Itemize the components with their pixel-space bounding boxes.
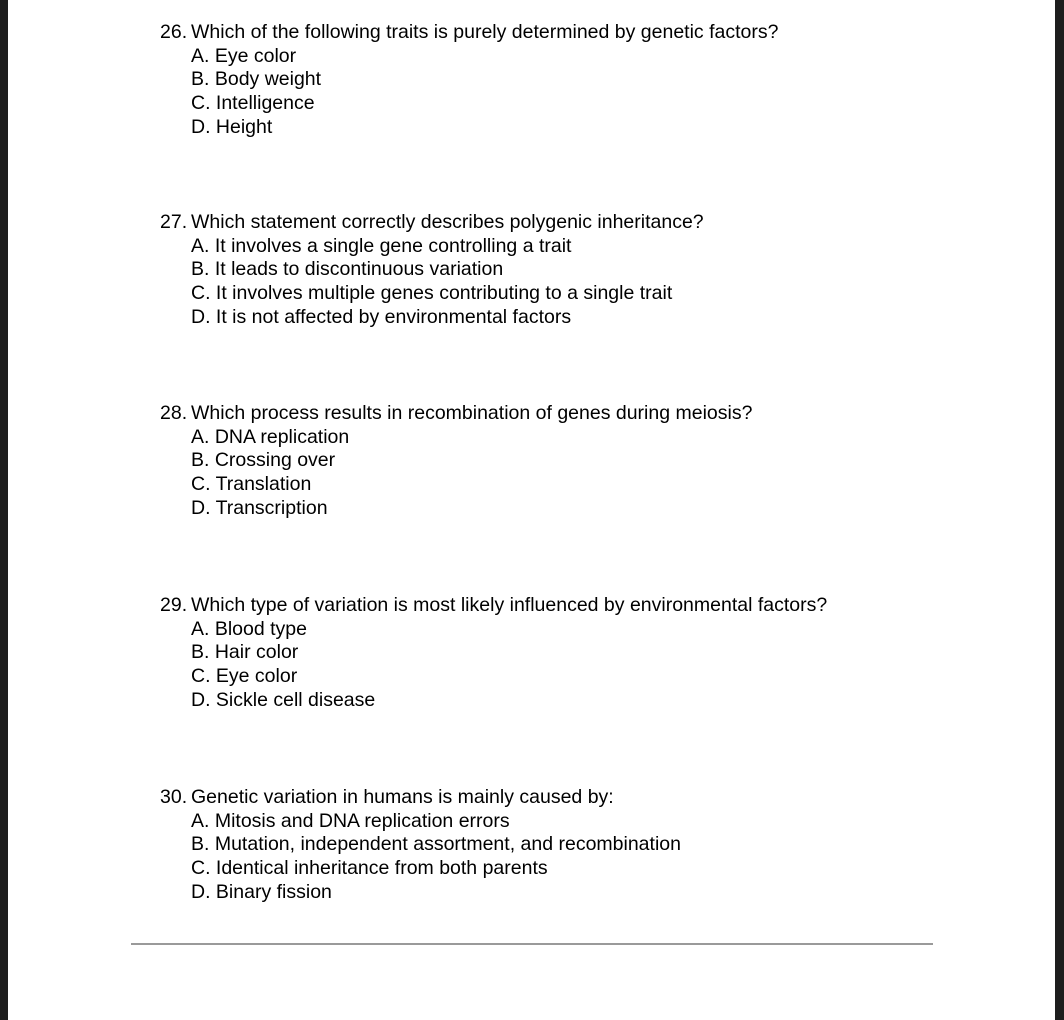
horizontal-divider — [131, 943, 933, 945]
option-d: D. Transcription — [191, 496, 328, 519]
question-27 — [160, 211, 1020, 330]
option-a: A. DNA replication — [191, 425, 350, 448]
answer-options — [160, 235, 1020, 330]
option-c: C. Identical inheritance from both parents — [191, 857, 548, 880]
question-number: 29. — [160, 594, 188, 616]
option-b: B. Hair color — [191, 641, 299, 664]
answer-options — [160, 45, 1020, 140]
option-a: A. It involves a single gene controlling a trait — [191, 234, 572, 257]
question-text: Which type of variation is most likely influenced by environmental factors? — [191, 594, 828, 616]
option-b: B. Body weight — [191, 68, 322, 91]
question-text: Which process results in recombination of genes during meiosis? — [191, 402, 753, 424]
option-c: C. It involves multiple genes contributing to a single trait — [191, 282, 673, 305]
question-number: 28. — [160, 402, 188, 424]
option-b: B. Mutation, independent assortment, and recombination — [191, 833, 681, 856]
option-d: D. Height — [191, 115, 273, 138]
question-number: 26. — [160, 21, 188, 43]
question-stem — [160, 594, 1020, 618]
question-number: 27. — [160, 211, 188, 233]
question-28 — [160, 402, 1020, 521]
question-29 — [160, 594, 1020, 713]
question-number: 30. — [160, 786, 188, 808]
answer-options — [160, 426, 1020, 521]
question-26 — [160, 21, 1020, 140]
option-c: C. Eye color — [191, 665, 298, 688]
question-stem — [160, 21, 1020, 45]
answer-options — [160, 618, 1020, 713]
option-a: A. Mitosis and DNA replication errors — [191, 809, 510, 832]
option-d: D. It is not affected by environmental factors — [191, 305, 572, 328]
document-page — [8, 0, 1055, 1020]
option-b: B. It leads to discontinuous variation — [191, 258, 504, 281]
option-b: B. Crossing over — [191, 449, 336, 472]
option-a: A. Blood type — [191, 617, 307, 640]
question-stem — [160, 786, 1020, 810]
question-stem — [160, 402, 1020, 426]
answer-options — [160, 810, 1020, 905]
option-a: A. Eye color — [191, 44, 297, 67]
question-stem — [160, 211, 1020, 235]
option-c: C. Intelligence — [191, 92, 315, 115]
option-d: D. Binary fission — [191, 880, 332, 903]
question-30 — [160, 786, 1020, 905]
question-text: Genetic variation in humans is mainly caused by: — [191, 786, 614, 808]
question-text: Which of the following traits is purely determined by genetic factors? — [191, 21, 779, 43]
question-text: Which statement correctly describes polygenic inheritance? — [191, 211, 704, 233]
option-d: D. Sickle cell disease — [191, 688, 376, 711]
option-c: C. Translation — [191, 473, 312, 496]
